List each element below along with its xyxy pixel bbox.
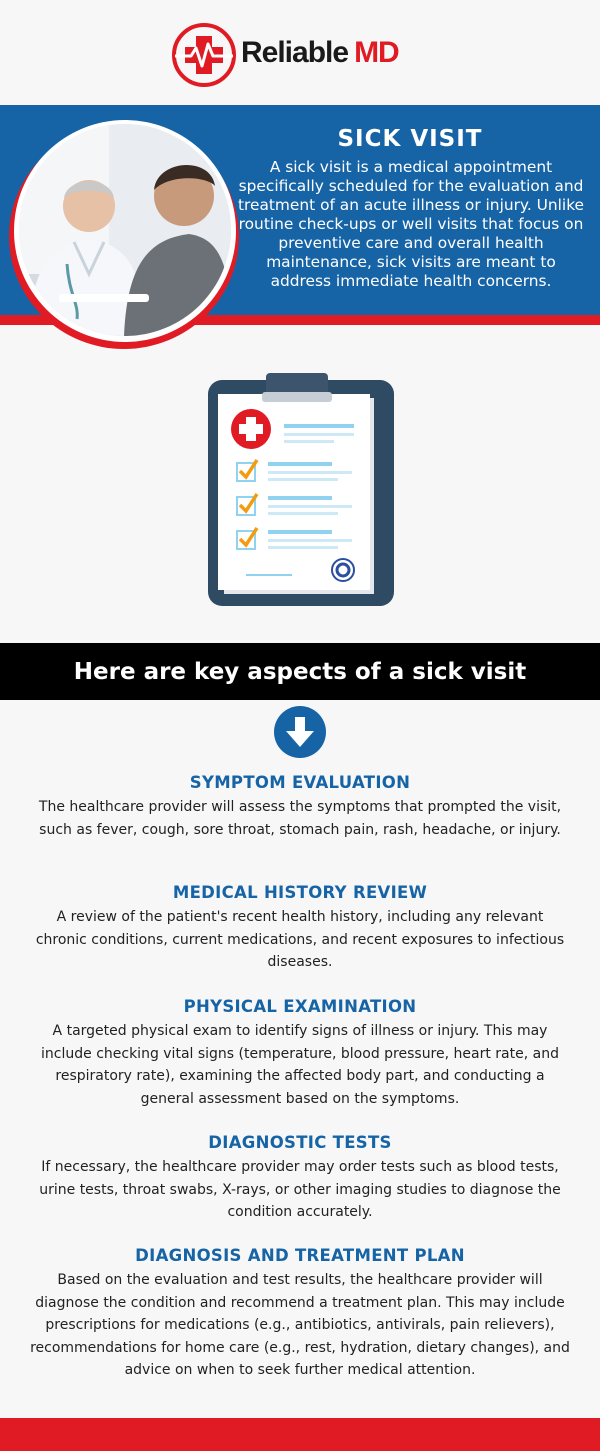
- footer-bar: [0, 1418, 600, 1451]
- section-symptom-evaluation: [30, 773, 570, 841]
- hero-title: SICK VISIT: [337, 126, 483, 152]
- section-body: If necessary, the healthcare provider may order tests such as blood tests, urine tests, throat swabs, X-rays, or other imaging studies to diagnose the condition accurately.: [39, 1159, 561, 1220]
- section-title: DIAGNOSTIC TESTS: [208, 1133, 392, 1152]
- section-medical-history-review: [30, 883, 570, 974]
- brand-name: [241, 36, 399, 70]
- section-title: MEDICAL HISTORY REVIEW: [172, 883, 428, 902]
- brand-name-main: Reliable: [241, 36, 349, 69]
- section-body: A review of the patient's recent health history, including any relevant chronic conditions, current medications, and recent exposures to infectious diseases.: [35, 909, 565, 970]
- medical-clipboard-checklist-icon: [200, 370, 400, 615]
- hero-description: A sick visit is a medical appointment specifically scheduled for the evaluation and treatment of an acute illness or injury. Unlike routine check-ups or well visits that focus on preventive care and overall health maintenance, sick visits are meant to address immediate health concerns.: [237, 158, 585, 290]
- site-logo[interactable]: [0, 0, 600, 105]
- section-diagnosis-treatment-plan: [30, 1246, 570, 1382]
- section-body: Based on the evaluation and test results, the healthcare provider will diagnose the condition and recommend a treatment plan. This may include prescriptions for medications (e.g., antibiotics, antivirals, pain relievers), recommendations for home care (e.g., rest, hydration, dietary changes), and advice on when to seek further medical attention.: [30, 1272, 570, 1378]
- brand-name-accent: MD: [354, 36, 399, 69]
- section-physical-examination: [30, 997, 570, 1110]
- section-title: PHYSICAL EXAMINATION: [183, 997, 417, 1016]
- banner-heading: Here are key aspects of a sick visit: [73, 658, 527, 685]
- section-diagnostic-tests: [30, 1133, 570, 1224]
- section-title: SYMPTOM EVALUATION: [189, 773, 411, 792]
- medical-cross-heartbeat-icon: [171, 22, 237, 88]
- section-title: DIAGNOSIS AND TREATMENT PLAN: [135, 1246, 465, 1265]
- key-aspects-banner: [0, 643, 600, 700]
- arrow-down-circle-icon: [274, 706, 326, 758]
- section-body: The healthcare provider will assess the symptoms that prompted the visit, such as fever, cough, sore throat, stomach pain, rash, headache, or injury.: [38, 799, 562, 838]
- section-body: A targeted physical exam to identify signs of illness or injury. This may include checking vital signs (temperature, blood pressure, heart rate, and respiratory rate), examining the affected body part, and conducting a general assessment based on the symptoms.: [41, 1023, 559, 1107]
- doctor-consultation-photo: [19, 124, 231, 336]
